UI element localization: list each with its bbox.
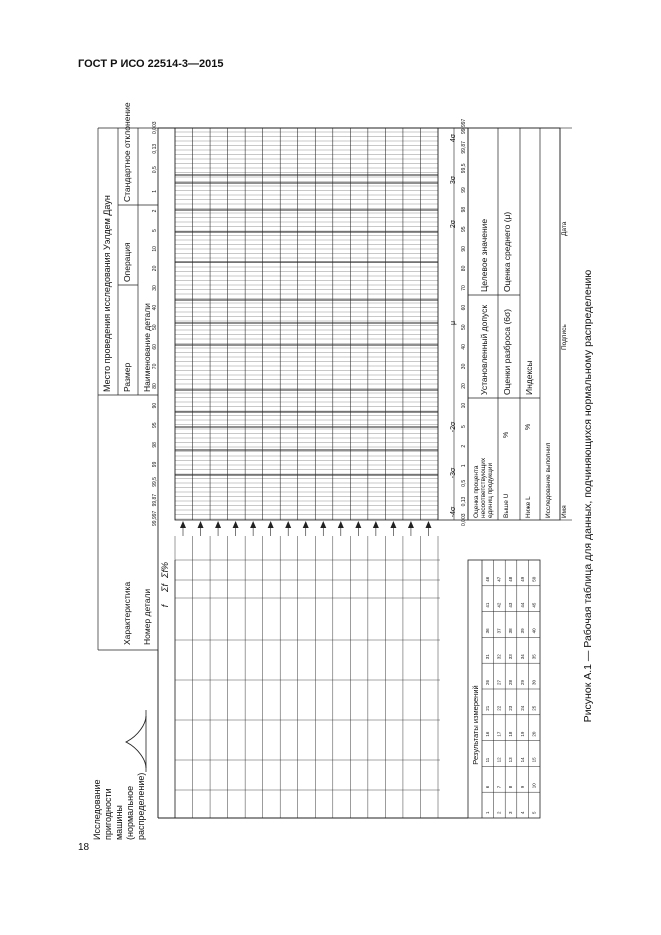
- result-cell-4-5: 30: [531, 679, 537, 685]
- pct-top-12: 30: [152, 285, 158, 291]
- result-cell-1-3: 17: [496, 731, 502, 737]
- result-cell-1-4: 22: [496, 705, 502, 711]
- pct-bottom-20: 99,997: [461, 118, 467, 134]
- below-l-label: Ниже L: [525, 496, 532, 518]
- above-u-label: Выше U: [503, 493, 510, 518]
- row-arrow-12: [390, 521, 396, 528]
- document-header: ГОСТ Р ИСО 22514-3—2015: [78, 58, 224, 70]
- row-arrow-14: [425, 521, 431, 528]
- pct-bottom-1: 0,13: [461, 496, 467, 507]
- probability-grid: [175, 128, 468, 520]
- result-cell-4-1: 10: [531, 783, 537, 789]
- row-arrow-1: [198, 521, 204, 528]
- result-cell-4-6: 35: [531, 654, 537, 660]
- row-arrow-6: [285, 521, 291, 528]
- result-cell-3-8: 44: [519, 602, 525, 608]
- row-arrow-8: [320, 521, 326, 528]
- part-number-label: Номер детали: [142, 588, 152, 645]
- pct-top-1: 99,87: [152, 493, 158, 507]
- nonconforming-label-1: несоответствующих: [480, 457, 487, 518]
- result-cell-1-0: 2: [496, 811, 502, 814]
- pct-bottom-16: 98: [461, 206, 467, 213]
- form-title-line-0: Исследование: [92, 779, 102, 840]
- pct-top-17: 1: [152, 190, 158, 193]
- sigma-mark-4: 2σ: [450, 219, 457, 229]
- date-label: Дата: [561, 221, 568, 236]
- row-arrow-2: [215, 521, 221, 528]
- pct-bottom-3: 1: [461, 464, 467, 468]
- signature-label: Подпись: [561, 324, 568, 350]
- pct-top-3: 99: [152, 461, 158, 468]
- size-label: Размер: [122, 362, 132, 392]
- result-cell-4-0: 5: [531, 811, 537, 814]
- column-label-1: Σf: [160, 584, 170, 592]
- result-cell-4-8: 45: [531, 602, 537, 608]
- place-label: Место проведения исследования Уэлдем Даун: [102, 195, 112, 392]
- operation-label: Операция: [122, 242, 132, 282]
- name-label: Имя: [561, 505, 568, 518]
- result-cell-4-7: 40: [531, 628, 537, 634]
- result-cell-3-7: 39: [519, 628, 525, 634]
- result-cell-0-9: 46: [485, 576, 490, 582]
- indices-label: Индексы: [524, 360, 534, 395]
- mean-label: Оценка среднего (μ): [502, 211, 512, 292]
- pct-bottom-5: 5: [461, 425, 467, 428]
- pct-top-14: 10: [152, 246, 158, 252]
- pct-top-10: 50: [152, 324, 158, 330]
- result-cell-1-8: 42: [496, 602, 502, 608]
- bell-curve-icon: [126, 716, 146, 768]
- target-label: Целевое значение: [479, 218, 489, 292]
- pct-bottom-11: 60: [461, 304, 467, 311]
- pct-top-6: 90: [152, 402, 158, 409]
- result-cell-3-6: 34: [519, 654, 525, 660]
- below-l-percent: %: [525, 423, 532, 430]
- pct-top-4: 98: [152, 442, 158, 448]
- pct-bottom-18: 99,5: [461, 163, 467, 174]
- row-arrow-3: [233, 521, 239, 528]
- result-cell-2-6: 33: [508, 654, 514, 660]
- sigma-mark-5: 3σ: [450, 175, 457, 185]
- row-arrow-5: [268, 521, 274, 528]
- form-title-line-4: распределение): [136, 772, 146, 840]
- form-title-line-3: (нормальное: [125, 785, 135, 840]
- pct-top-18: 0,5: [152, 166, 158, 174]
- part-name-label: Наименование детали: [142, 303, 152, 392]
- pct-top-0: 99,997: [152, 510, 158, 526]
- pct-top-8: 70: [152, 363, 158, 370]
- row-arrow-13: [408, 521, 414, 528]
- result-cell-0-5: 26: [485, 679, 490, 685]
- pct-top-13: 20: [152, 265, 158, 272]
- result-cell-2-1: 8: [508, 785, 514, 789]
- pct-bottom-10: 50: [461, 324, 467, 330]
- column-label-2: Σf%: [160, 562, 170, 578]
- pct-bottom-17: 99: [461, 187, 467, 193]
- row-arrow-11: [373, 521, 379, 528]
- sigma-mark-2: -2σ: [450, 421, 457, 433]
- result-cell-1-5: 27: [496, 679, 502, 685]
- result-cell-2-3: 18: [508, 731, 514, 737]
- sigma-mark-6: 4σ: [450, 133, 457, 143]
- pct-top-5: 95: [152, 422, 158, 428]
- result-cell-2-4: 23: [508, 705, 514, 711]
- pct-bottom-4: 2: [461, 444, 467, 448]
- row-arrow-9: [338, 521, 344, 528]
- pct-bottom-9: 40: [461, 344, 467, 350]
- result-cell-3-1: 9: [519, 785, 525, 789]
- nonconforming-label-0: Оценка процента: [473, 465, 480, 518]
- spread-label: Оценки разброса (6σ): [502, 308, 512, 395]
- sigma-mark-1: -3σ: [450, 467, 457, 479]
- result-cell-3-3: 19: [519, 731, 525, 737]
- pct-top-11: 40: [152, 304, 158, 311]
- pct-bottom-2: 0,5: [461, 479, 467, 487]
- row-arrow-7: [303, 521, 309, 528]
- result-cell-3-5: 29: [519, 679, 525, 685]
- result-cell-1-6: 32: [496, 654, 502, 660]
- pct-top-7: 80: [152, 383, 158, 389]
- result-cell-0-8: 41: [485, 602, 490, 608]
- sigma-mark-3: μ: [450, 320, 457, 326]
- above-u-percent: %: [503, 431, 510, 438]
- nonconforming-label-2: единиц продукции: [487, 462, 494, 518]
- result-cell-0-3: 16: [485, 731, 490, 737]
- tolerance-label: Установленный допуск: [479, 304, 489, 395]
- row-arrow-0: [180, 521, 186, 528]
- figure-caption: Рисунок А.1 — Рабочая таблица для данных, подчиняющихся нормальному распределению: [582, 269, 594, 723]
- form-title-line-1: пригодности: [103, 788, 113, 840]
- pct-bottom-7: 20: [461, 383, 467, 389]
- result-cell-2-0: 3: [508, 811, 514, 814]
- result-cell-2-2: 13: [508, 757, 514, 763]
- result-cell-2-5: 28: [508, 679, 514, 685]
- pct-top-16: 2: [152, 209, 158, 213]
- result-cell-2-9: 48: [508, 576, 514, 582]
- column-label-0: f: [160, 604, 170, 608]
- pct-top-15: 5: [152, 229, 158, 232]
- pct-bottom-19: 99,87: [461, 141, 467, 154]
- results-label: Результаты измерений: [471, 685, 480, 765]
- result-cell-2-7: 38: [508, 628, 514, 634]
- page-number: 18: [78, 842, 90, 853]
- form-title-line-2: машины: [114, 805, 124, 840]
- pct-bottom-14: 90: [461, 246, 467, 252]
- result-cell-0-2: 11: [485, 757, 490, 763]
- pct-top-9: 60: [152, 344, 158, 350]
- result-cell-4-9: 50: [531, 576, 537, 582]
- pct-bottom-15: 95: [461, 226, 467, 232]
- pct-top-20: 0,003: [152, 121, 158, 134]
- result-cell-4-2: 15: [531, 757, 537, 763]
- result-cell-0-6: 31: [485, 654, 490, 660]
- performed-by-label: Исследование выполнил: [545, 442, 552, 518]
- result-cell-3-2: 14: [519, 757, 525, 763]
- pct-bottom-12: 70: [461, 285, 467, 291]
- pct-top-2: 99,5: [152, 477, 158, 487]
- result-cell-0-7: 36: [485, 628, 490, 634]
- pct-bottom-8: 30: [461, 363, 467, 370]
- pct-bottom-6: 10: [461, 402, 467, 409]
- row-arrow-4: [250, 521, 256, 528]
- result-cell-3-4: 24: [519, 705, 525, 711]
- row-arrow-10: [355, 521, 361, 528]
- std-dev-label: Стандартное отклонение: [122, 102, 132, 202]
- result-cell-2-8: 43: [508, 602, 514, 608]
- pct-bottom-0: 0,003: [461, 513, 467, 526]
- result-cell-0-4: 21: [485, 705, 490, 711]
- pct-top-19: 0,13: [152, 143, 158, 154]
- result-cell-1-1: 7: [496, 785, 502, 789]
- result-cell-1-2: 12: [496, 757, 502, 763]
- result-cell-0-1: 6: [485, 785, 490, 789]
- result-cell-3-0: 4: [519, 811, 525, 814]
- characteristic-label: Характеристика: [122, 581, 132, 645]
- result-cell-4-4: 25: [531, 705, 537, 711]
- pct-bottom-13: 80: [461, 265, 467, 272]
- result-cell-0-0: 1: [485, 811, 490, 814]
- result-cell-3-9: 49: [519, 576, 525, 582]
- result-cell-1-7: 37: [496, 628, 502, 634]
- sigma-mark-0: -4σ: [450, 506, 457, 518]
- result-cell-1-9: 47: [496, 576, 502, 582]
- result-cell-4-3: 20: [531, 731, 537, 737]
